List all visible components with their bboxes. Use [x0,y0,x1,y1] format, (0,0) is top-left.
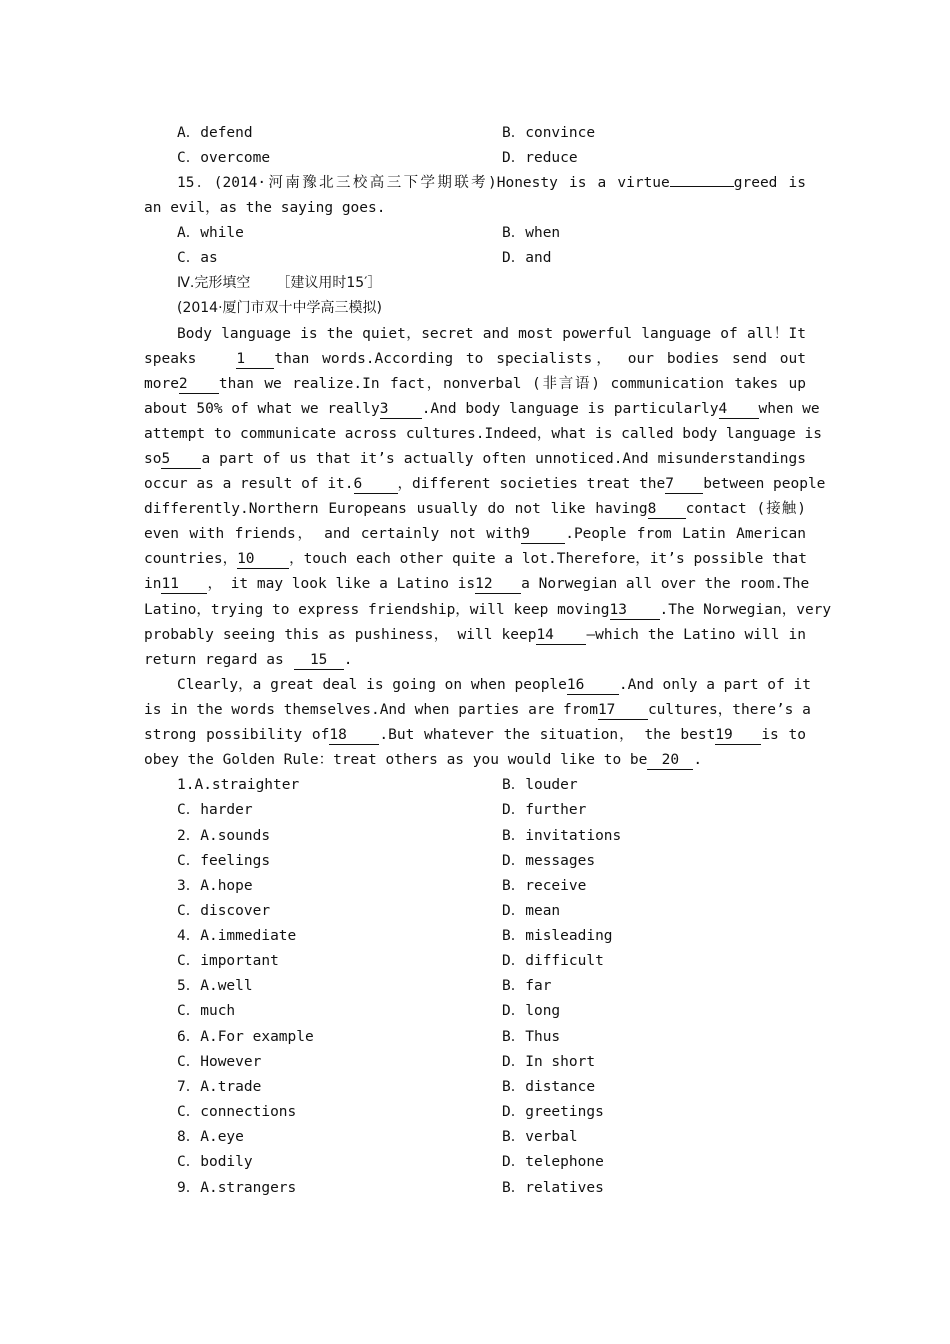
q7-option-a: 7．A.trade [177,1079,262,1095]
blank-3: 3 [380,400,422,419]
q1-option-b: B．louder [502,777,578,793]
q2-option-b: B．invitations [502,828,622,844]
q6-option-d: D．In short [502,1054,596,1070]
q6-option-a: 6．A.For example [177,1029,314,1045]
blank-20: 20 [647,751,693,770]
q7-option-b: B．distance [502,1079,596,1095]
q4-option-b: B．misleading [502,928,613,944]
blank-4: 4 [719,400,759,419]
q4-option-a: 4．A.immediate [177,928,297,944]
q7-option-c: C．connections [177,1104,297,1120]
passage-line: speaks 1 than words.According to specialists， our bodies send out [144,351,806,367]
q3-option-a: 3．A.hope [177,878,253,894]
q15-option-c: C．as [177,250,218,266]
blank-9: 9 [521,525,565,544]
passage-line: Latino，trying to express friendship，will keep moving13 .The Norwegian，very [144,602,832,618]
q5-option-d: D．long [502,1003,561,1019]
q5-option-a: 5．A.well [177,978,253,994]
q9-option-b: B．relatives [502,1180,604,1196]
passage-line: Clearly，a great deal is going on when people16 .And only a part of it [177,677,811,693]
passage-line: about 50% of what we really3 .And body language is particularly4 when we [144,401,820,417]
q2-option-c: C．feelings [177,853,271,869]
q8-option-b: B．verbal [502,1129,578,1145]
q14-option-b: B．convince [502,125,596,141]
q7-option-d: D．greetings [502,1104,604,1120]
q15-option-d: D．and [502,250,552,266]
q3-option-d: D．mean [502,903,561,919]
q15-blank [670,186,734,187]
section-time: ［建议用时15′］ [276,275,382,291]
passage-line: return regard as 15 . [144,652,353,668]
q6-option-b: B．Thus [502,1029,561,1045]
passage-line: in11 ， it may look like a Latino is12 a Norwegian all over the room.The [144,576,810,592]
q5-option-c: C．much [177,1003,236,1019]
blank-19: 19 [715,726,761,745]
q1-option-a: 1.A.straighter [177,777,300,793]
passage-line: obey the Golden Rule：treat others as you would like to be 20 . [144,752,703,768]
blank-14: 14 [536,626,586,645]
q4-option-c: C．important [177,953,279,969]
q15-stem-line2: an evil，as the saying goes. [144,200,386,216]
q8-option-a: 8．A.eye [177,1129,244,1145]
passage-line: probably seeing this as pushiness， will keep14 —which the Latino will in [144,627,806,643]
blank-15: 15 [294,651,344,670]
q8-option-d: D．telephone [502,1154,604,1170]
q14-option-a: A．defend [177,125,253,141]
passage-line: so5 a part of us that it’s actually often unnoticed.And misunderstandings [144,451,806,467]
blank-5: 5 [161,450,201,469]
q8-option-c: C．bodily [177,1154,253,1170]
q4-option-d: D．difficult [502,953,604,969]
q1-option-d: D．further [502,802,587,818]
passage-line: Body language is the quiet，secret and most powerful language of all！It [177,326,806,342]
q1-option-c: C．harder [177,802,253,818]
blank-6: 6 [354,475,398,494]
q5-option-b: B．far [502,978,552,994]
q3-option-b: B．receive [502,878,587,894]
q15-option-a: A．while [177,225,244,241]
blank-17: 17 [598,701,648,720]
blank-13: 13 [610,601,660,620]
q15-option-b: B．when [502,225,561,241]
q14-option-d: D．reduce [502,150,578,166]
section-title: Ⅳ.完形填空 [177,275,251,291]
blank-1: 1 [236,350,274,369]
blank-7: 7 [665,475,703,494]
passage-line: is in the words themselves.And when parties are from17 cultures，there’s a [144,702,811,718]
blank-2: 2 [179,375,219,394]
section-header [177,271,806,296]
blank-18: 18 [329,726,379,745]
passage-line: strong possibility of18 .But whatever the situation， the best19 is to [144,727,806,743]
passage-line: attempt to communicate across cultures.Indeed，what is called body language is [144,426,822,442]
passage-line: even with friends， and certainly not with9 .People from Latin American [144,526,806,542]
blank-16: 16 [567,676,619,695]
passage-line: countries，10 ，touch each other quite a lot.Therefore，it’s possible that [144,551,807,567]
blank-11: 11 [161,575,207,594]
q2-option-a: 2．A.sounds [177,828,271,844]
q2-option-d: D．messages [502,853,596,869]
q14-option-c: C．overcome [177,150,271,166]
q9-option-a: 9．A.strangers [177,1180,297,1196]
passage-line: differently.Northern Europeans usually do not like having8 contact (接触) [144,501,806,517]
passage-source: (2014·厦门市双十中学高三模拟) [177,300,383,316]
blank-12: 12 [475,575,521,594]
passage-line: occur as a result of it.6 ，different societies treat the7 between people [144,476,826,492]
q15-stem-line1: 15．(2014·河南豫北三校高三下学期联考)Honesty is a virtue greed is [177,175,806,191]
passage-line: more2 than we realize.In fact，nonverbal (非言语) communication takes up [144,376,806,392]
q6-option-c: C．However [177,1054,262,1070]
q3-option-c: C．discover [177,903,271,919]
blank-10: 10 [237,550,289,569]
blank-8: 8 [648,500,686,519]
